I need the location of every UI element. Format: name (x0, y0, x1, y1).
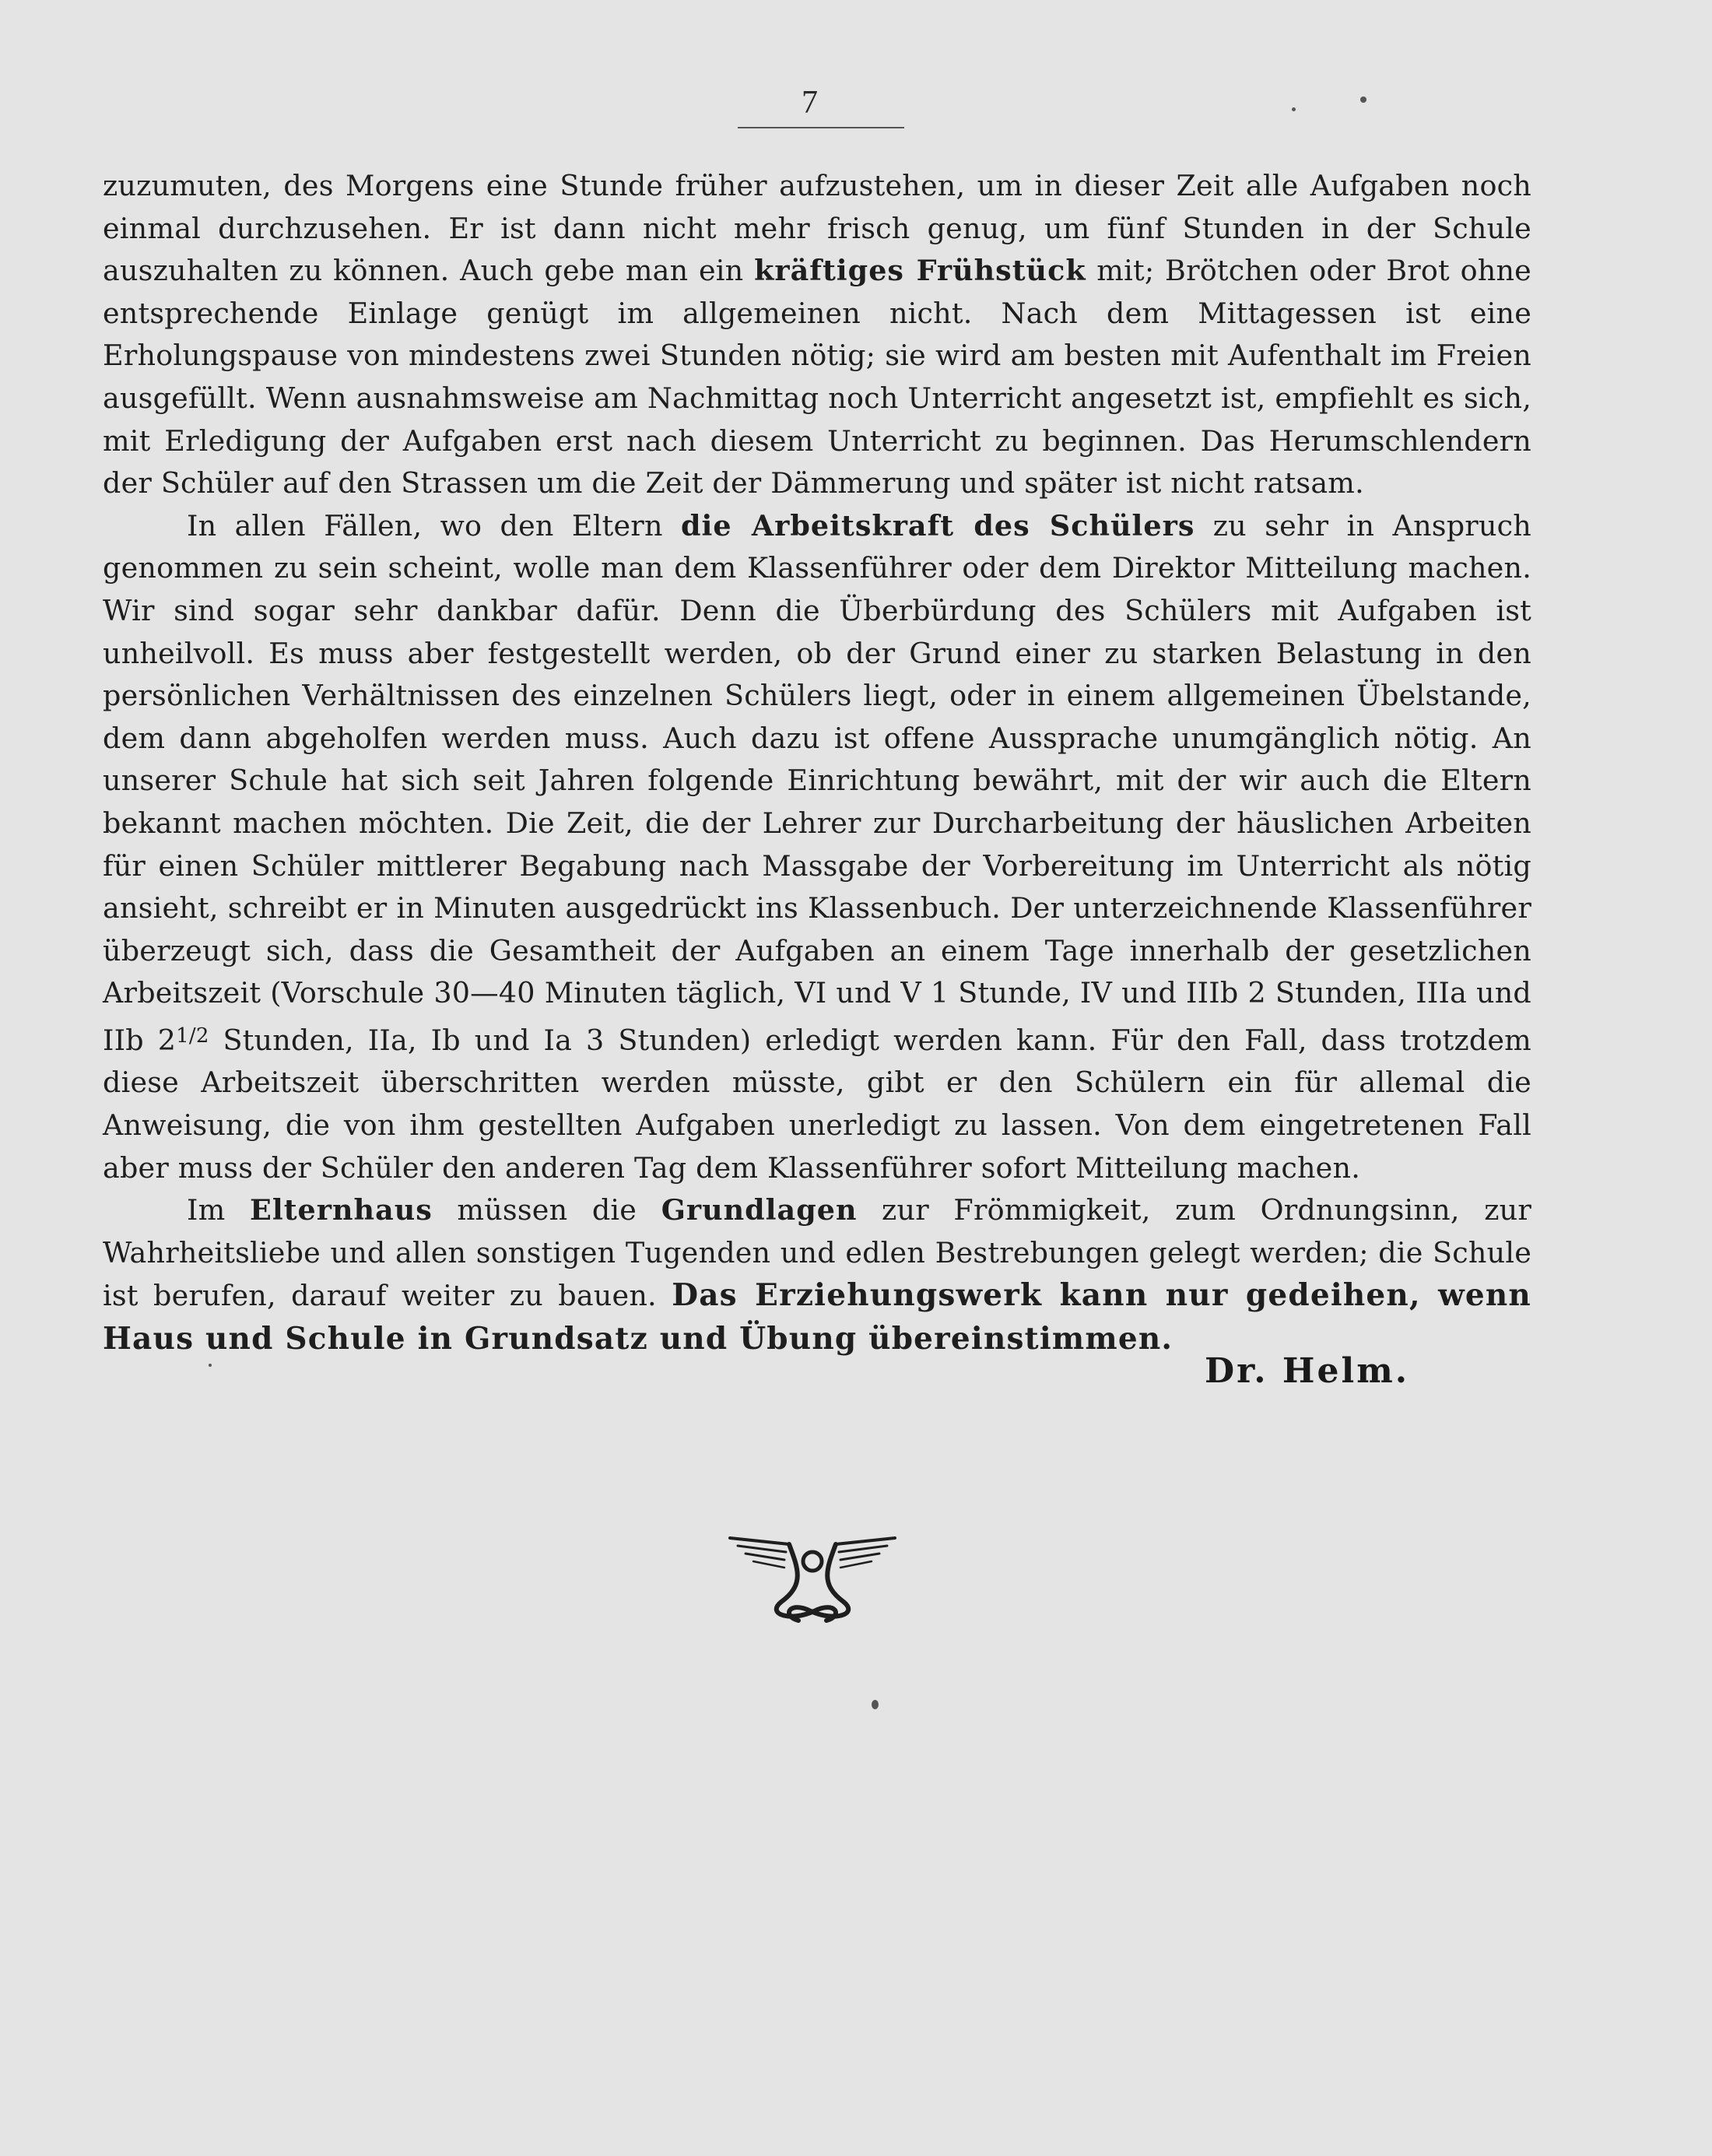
emphasis-segment: die Arbeitskraft des Schülers (681, 508, 1195, 543)
conclusion-segment: Das Erziehungswerk kann nur gedeihen, wenn Haus und Schule in Grundsatz und Übung übereinstimmen. (103, 1277, 1531, 1357)
text-segment: zu sehr in Anspruch genommen zu sein scheint, wolle man dem Klassenführer oder dem Direktor Mitteilung machen. Wir sind sogar sehr dankbar dafür. Denn die Überbürdung des Schülers mit Aufgaben ist unheilvoll. Es muss aber festgestellt werden, ob der Grund einer zu starken Belastung in den persönlichen Verhältnissen des einzelnen Schülers liegt, oder in einem allgemeinen Übelstande, dem dann abgeholfen werden muss. Auch dazu ist offene Aussprache unumgänglich nötig. An unserer Schule hat sich seit Jahren folgende Einrichtung bewährt, mit der wir auch die Eltern bekannt machen möchten. Die Zeit, die der Lehrer zur Durcharbeitung der häuslichen Arbeiten für einen Schüler mittlerer Begabung nach Massgabe der Vorbereitung im Unterricht als nötig ansieht, schreibt er in Minuten ausgedrückt ins Klassenbuch. Der unterzeichnende Klassenführer überzeugt sich, dass die Gesamtheit der Aufgaben an einem Tage innerhalb der gesetzlichen Arbeitszeit (Vorschule 30—40 Minuten täglich, VI und V 1 Stunde, IV und IIIb 2 Stunden, IIIa und IIb 2 (103, 508, 1531, 1057)
signature: Dr. Helm. (1205, 1351, 1410, 1391)
paper-speck (1292, 107, 1296, 111)
text-segment: zur Frömmigkeit, zum Ordnungsinn, zur Wahrheitsliebe und allen sonstigen Tugenden und edlen Bestrebungen gelegt werden; die Schule ist berufen, darauf weiter zu bauen. (103, 1193, 1531, 1313)
emphasis-segment: kräftiges Frühstück (754, 254, 1086, 288)
body-text (103, 165, 1531, 1361)
text-segment: Im (187, 1193, 251, 1227)
paper-speck (209, 1364, 212, 1367)
text-segment: In allen Fällen, wo den Eltern (187, 508, 681, 543)
ornament-icon (727, 1530, 898, 1624)
text-segment: Stunden, IIa, Ib und Ia 3 Stunden) erledigt werden kann. Für den Fall, dass trotzdem diese Arbeitszeit überschritten werden müsste, gibt er den Schülern ein für allemal die Anweisung, die von ihm gestellten Aufgaben unerledigt zu lassen. Von dem eingetretenen Fall aber muss der Schüler den anderen Tag dem Klassenführer sofort Mitteilung machen. (103, 1023, 1531, 1185)
emphasis-segment: Elternhaus (250, 1193, 433, 1227)
paragraph-3 (103, 1189, 1531, 1361)
text-segment: zuzumuten, des Morgens eine Stunde früher aufzustehen, um in dieser Zeit alle Aufgaben noch einmal durchzusehen. Er ist dann nicht mehr frisch genug, um fünf Stunden in der Schule auszuhalten zu können. Auch gebe man ein (103, 169, 1531, 288)
paragraph-2 (103, 505, 1531, 1190)
text-segment: müssen die (432, 1193, 661, 1227)
paragraph-1 (103, 165, 1531, 505)
paper-speck (1360, 97, 1366, 103)
emphasis-segment: Grundlagen (661, 1193, 858, 1227)
text-segment: mit; Brötchen oder Brot ohne entsprechende Einlage genügt im allgemeinen nicht. Nach dem Mittagessen ist eine Erholungspause von mindestens zwei Stunden nötig; sie wird am besten mit Aufenthalt im Freien ausgefüllt. Wenn ausnahmsweise am Nachmittag noch Unterricht angesetzt ist, empfiehlt es sich, mit Erledigung der Aufgaben erst nach diesem Unterricht zu beginnen. Das Herumschlendern der Schüler auf den Strassen um die Zeit der Dämmerung und später ist nicht ratsam. (103, 254, 1531, 500)
page-number: 7 (802, 85, 818, 121)
paper-speck (872, 1700, 879, 1709)
paragraph-1-text (103, 165, 1531, 505)
fraction-segment: 1/2 (176, 1024, 209, 1048)
header-rule (738, 127, 904, 128)
